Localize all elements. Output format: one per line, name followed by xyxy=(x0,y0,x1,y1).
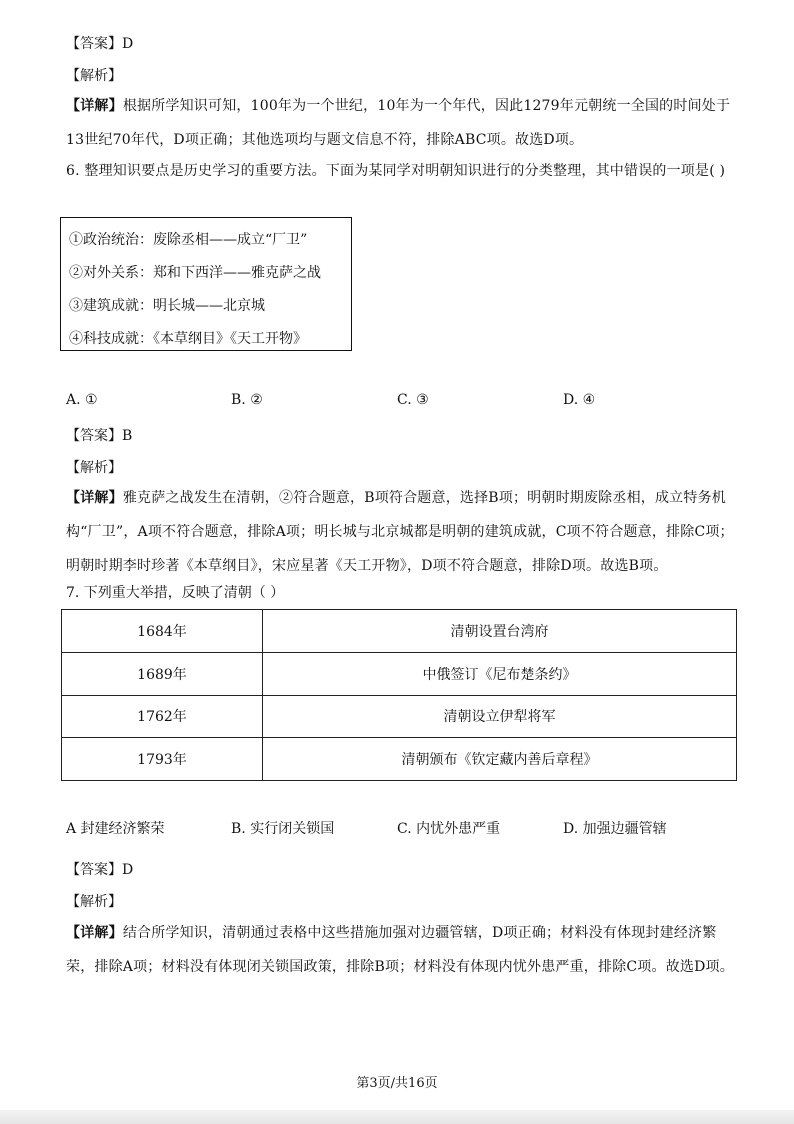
table-row xyxy=(62,738,737,781)
table-cell-event: 清朝设置台湾府 xyxy=(263,610,737,653)
q6-option-c: C. ③ xyxy=(397,392,429,408)
q5-answer: 【答案】D xyxy=(66,36,134,52)
q6-box-item: ②对外关系：郑和下西洋——雅克萨之战 xyxy=(69,265,321,281)
q7-option-b: B. 实行闭关锁国 xyxy=(231,821,335,837)
q5-analysis: 【解析】 xyxy=(66,68,122,84)
q6-detail-text: 雅克萨之战发生在清朝，②符合题意，B项符合题意，选择B项；明朝时期废除丞相，成立特务机构“厂卫”，A项不符合题意，排除A项；明长城与北京城都是明朝的建筑成就，C项不符合题意，排除C项；明朝时期李时珍著《本草纲目》，宋应星著《天工开物》，D项不符合题意，排除D项。故选B项。 xyxy=(66,490,734,574)
table-row xyxy=(62,610,737,653)
q6-knowledge-box xyxy=(60,217,352,351)
q7-answer: 【答案】D xyxy=(66,862,134,878)
table-cell-event: 清朝设立伊犁将军 xyxy=(263,695,737,738)
table-cell-year: 1684年 xyxy=(62,610,263,653)
q5-detail-text: 根据所学知识可知，100年为一个世纪，10年为一个年代，因此1279年元朝统一全国的时间处于13世纪70年代，D项正确；其他选项均与题文信息不符，排除ABC项。故选D项。 xyxy=(66,98,731,148)
table-cell-year: 1762年 xyxy=(62,695,263,738)
table-cell-event: 清朝颁布《钦定藏内善后章程》 xyxy=(263,738,737,781)
q7-option-d: D. 加强边疆管辖 xyxy=(563,821,667,837)
q7-stem: 7. 下列重大举措，反映了清朝（ ） xyxy=(66,585,285,601)
q7-detail xyxy=(66,916,738,984)
q6-option-a: A. ① xyxy=(66,392,98,408)
table-cell-year: 1689年 xyxy=(62,652,263,695)
q6-box-item: ①政治统治：废除丞相——成立“厂卫” xyxy=(69,232,308,248)
table-cell-event: 中俄签订《尼布楚条约》 xyxy=(263,652,737,695)
table-row xyxy=(62,652,737,695)
q7-events-table xyxy=(61,609,737,781)
q7-option-c: C. 内忧外患严重 xyxy=(397,821,501,837)
q5-detail-tag: 【详解】 xyxy=(66,98,123,114)
page-bottom-edge xyxy=(0,1110,794,1124)
q6-option-b: B. ② xyxy=(231,392,263,408)
table-row xyxy=(62,695,737,738)
q6-box-item: ④科技成就：《本草纲目》《天工开物》 xyxy=(69,331,307,347)
page-number: 第3页/共16页 xyxy=(356,1076,438,1091)
q6-box-item: ③建筑成就：明长城——北京城 xyxy=(69,298,265,314)
q7-option-a: A 封建经济繁荣 xyxy=(66,821,165,837)
q6-analysis: 【解析】 xyxy=(66,460,122,476)
q6-option-d: D. ④ xyxy=(563,392,596,408)
q6-stem: 6. 整理知识要点是历史学习的重要方法。下面为某同学对明朝知识进行的分类整理，其中错误的一项是( ) xyxy=(66,163,726,179)
q7-detail-text: 结合所学知识，清朝通过表格中这些措施加强对边疆管辖，D项正确；材料没有体现封建经济繁荣，排除A项；材料没有体现闭关锁国政策，排除B项；材料没有体现内忧外患严重，排除C项。故选D项。 xyxy=(66,925,734,975)
table-cell-year: 1793年 xyxy=(62,738,263,781)
q5-detail xyxy=(66,89,738,157)
q7-detail-tag: 【详解】 xyxy=(66,925,123,941)
q6-answer: 【答案】B xyxy=(66,428,133,444)
q6-detail xyxy=(66,481,738,583)
q7-analysis: 【解析】 xyxy=(66,894,122,910)
q6-detail-tag: 【详解】 xyxy=(66,490,123,506)
